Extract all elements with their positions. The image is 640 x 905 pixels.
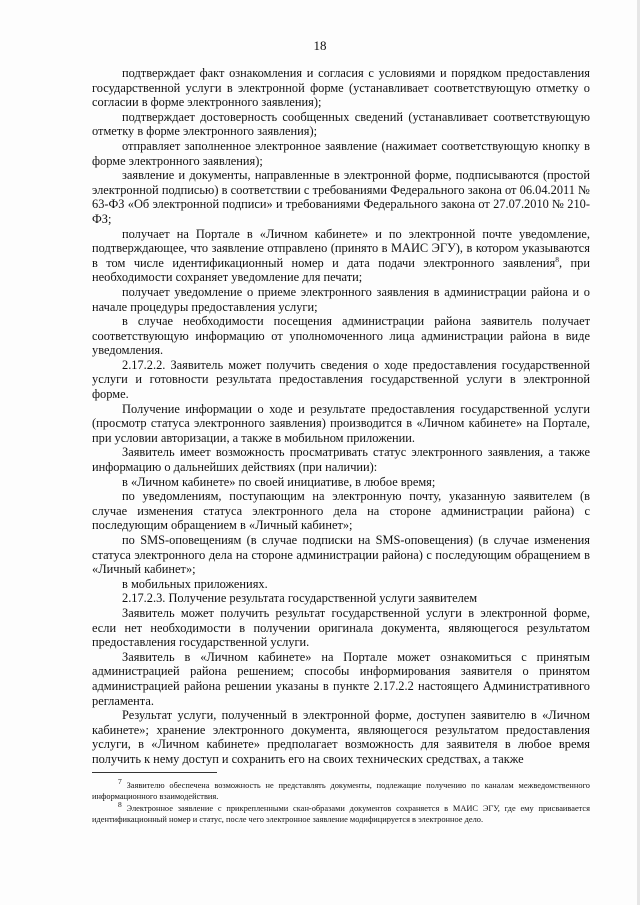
- footnotes: [92, 777, 590, 827]
- notice-text: получает на Портале в «Личном кабинете» и по электронной почте уведомление, подтверждающее, что заявление отправлено (принято в МАИС ЭГУ), в котором указываются в том числе идентификационный номер и дата подачи электронного заявления: [92, 226, 590, 270]
- notice-text-end: , при необходимости сохраняет уведомление для печати;: [92, 255, 590, 285]
- section-heading: 2.17.2.3. Получение результата государственной услуги заявителем: [122, 591, 478, 606]
- paragraph: Заявитель может получить результат государственной услуги в электронной форме, если нет необходимости в получении оригинала документа, являющегося результатом предоставления государственной услуги.: [92, 605, 590, 650]
- paragraph: Получение информации о ходе и результате предоставления государственной услуги (просмотр статуса электронного заявления) производится в «Личном кабинете» на Портале, при условии авторизации, а также в мобильном приложении.: [92, 401, 590, 445]
- paragraph: заявление и документы, направленные в электронной форме, подписываются (простой электронной подписью) в соответствии с требованиями Федерального закона от 06.04.2011 № 63-ФЗ «Об электронной подписи» и требованиями Федерального закона от 27.07.2010 № 210-ФЗ;: [92, 168, 590, 226]
- paragraph: Результат услуги, полученный в электронной форме, доступен заявителю в «Личном кабинете»; хранение электронного документа, являющегося результатом предоставления услуги, в «Личном кабинете» предполагает возможность для заявителя в любое время получить к нему доступ и сохранить его на своих технических средствах, а также: [92, 708, 590, 766]
- footnote: [92, 777, 590, 802]
- footnote-text: Электронное заявление с прикрепленными скан-образами документов сохраняется в МАИС ЭГУ, где ему присваивается идентификационный номер и статус, после чего электронное заявление модифицируется в электронное дело.: [92, 804, 590, 824]
- paragraph: Заявитель имеет возможность просматривать статус электронного заявления, а также информацию о дальнейших действиях (при наличии):: [92, 445, 590, 475]
- main-text: [92, 66, 590, 767]
- footnote-mark: 8: [118, 800, 122, 810]
- footnote-text: Заявителю обеспечена возможность не представлять документы, подлежащие получению по каналам межведомственного информационного взаимодействия.: [92, 781, 590, 801]
- page-number: 18: [313, 38, 327, 53]
- paragraph: Заявитель в «Личном кабинете» на Портале может ознакомиться с принятым администрацией района решением; способы информирования заявителя о принятом администрацией района решении указаны в пункте 2.17.2.2 настоящего Административного регламента.: [92, 649, 590, 708]
- list-item: по SMS-оповещениям (в случае подписки на SMS-оповещения) (в случае изменения статуса электронного дела на стороне администрации района) с последующим обращением в «Личный кабинет»;: [92, 533, 590, 577]
- list-item: по уведомлениям, поступающим на электронную почту, указанную заявителем (в случае изменения статуса электронного дела на стороне администрации района) с последующим обращением в «Личный кабинет»;: [92, 489, 590, 533]
- section-heading: 2.17.2.2. Заявитель может получить сведения о ходе предоставления государственной услуги и готовности результата предоставления государственной услуги в электронной форме.: [92, 357, 590, 402]
- paragraph: получает уведомление о приеме электронного заявления в администрации района и о начале процедуры предоставления услуги;: [92, 284, 590, 314]
- paragraph-notice: [92, 227, 590, 285]
- list-item: в «Личном кабинете» по своей инициативе, в любое время;: [122, 474, 436, 489]
- paragraph: в случае необходимости посещения администрации района заявитель получает соответствующую информацию от уполномоченного лица администрации района в виде уведомления.: [92, 314, 590, 358]
- footnote-reference: 8: [555, 254, 559, 264]
- list-item: в мобильных приложениях.: [122, 576, 268, 591]
- paragraph: подтверждает достоверность сообщенных сведений (устанавливает соответствующую отметку в форме электронного заявления);: [92, 109, 590, 139]
- paragraph: отправляет заполненное электронное заявление (нажимает соответствующую кнопку в форме электронного заявления);: [92, 138, 590, 168]
- paragraph: подтверждает факт ознакомления и согласия с условиями и порядком предоставления государственной услуги в электронной форме (устанавливает соответствующую отметку о согласии в форме электронного заявления);: [92, 66, 590, 110]
- footnote-divider: [92, 772, 217, 773]
- footnote: [92, 800, 590, 825]
- footnote-mark: 7: [118, 777, 122, 787]
